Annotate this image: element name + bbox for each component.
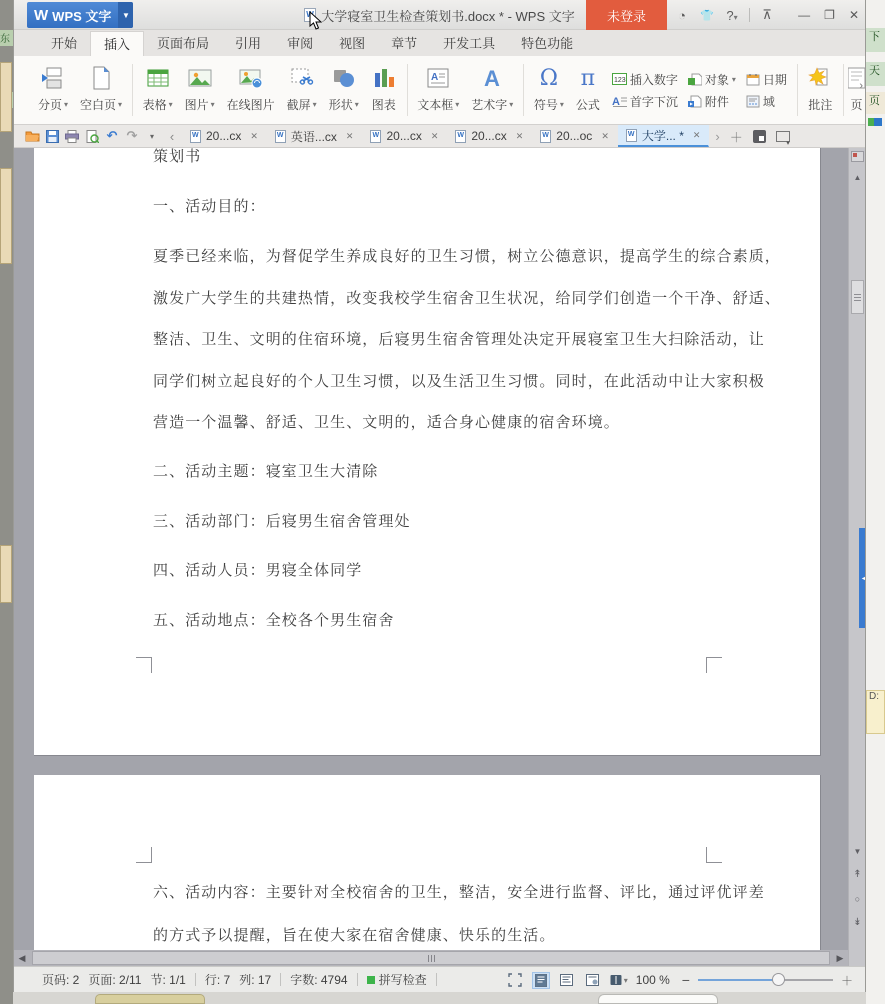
dropdown-arrow-icon (560, 100, 564, 109)
title-bar (14, 0, 865, 30)
tab-insert[interactable]: 插入 (90, 31, 144, 56)
chart-icon (371, 63, 397, 93)
minimize-button[interactable] (798, 8, 810, 22)
document-page-2[interactable] (34, 775, 821, 950)
tab-section[interactable]: 章节 (391, 36, 418, 51)
bg-panel-fragment (95, 994, 205, 1004)
object-icon (688, 73, 702, 86)
svg-text:A: A (431, 72, 439, 83)
chevron-down-icon[interactable] (118, 2, 133, 28)
margin-corner-mark (136, 847, 152, 863)
ribbon (14, 56, 865, 125)
mouse-cursor (309, 11, 322, 31)
window-title-text: 大学寝室卫生检查策划书.docx * - WPS 文字 (321, 8, 575, 24)
dropdown-arrow-icon (211, 100, 215, 109)
dropdown-arrow-icon (118, 100, 122, 109)
bg-icons-fragment (868, 118, 882, 126)
background-window-left (0, 0, 13, 1004)
group-divider (132, 64, 133, 116)
save-icon[interactable] (42, 127, 62, 145)
wps-doc-icon (626, 129, 637, 142)
background-window-right (866, 0, 885, 1004)
status-page-count: 页面: 2/11 (88, 973, 142, 987)
textbox-button[interactable]: A 文本框 ▾ (411, 56, 465, 124)
ribbon-tab-row (14, 30, 865, 56)
doc-tab[interactable]: W 英语...cx ✕ (267, 125, 363, 147)
date-button[interactable]: 日期 (746, 68, 787, 90)
close-icon[interactable] (693, 130, 701, 141)
shapes-icon (331, 63, 357, 93)
close-button[interactable] (849, 8, 859, 22)
scroll-tabs-left-icon[interactable] (162, 127, 182, 145)
background-window-bottom (13, 992, 866, 1004)
horizontal-scroll-thumb[interactable] (32, 951, 830, 965)
calendar-icon (746, 73, 760, 86)
object-button[interactable]: 对象 ▾ (688, 68, 736, 90)
doc-line: 一、活动目的： (153, 198, 266, 215)
dropdown-arrow-icon (64, 100, 68, 109)
undo-icon[interactable] (102, 127, 122, 145)
horizontal-scrollbar[interactable] (14, 950, 848, 966)
attachment-icon (688, 95, 702, 108)
next-page-icon[interactable] (849, 917, 865, 928)
status-line: 行: 7 (204, 973, 231, 987)
horizontal-scrollbar-row (14, 950, 865, 966)
wps-logo-icon: W (34, 6, 49, 24)
collapsed-task-pane-tab[interactable] (859, 528, 865, 628)
scrollbar-corner (848, 950, 865, 966)
spell-check-status[interactable]: 拼写检查 (367, 971, 427, 988)
new-tab-icon[interactable] (730, 127, 743, 146)
doc-tab[interactable]: W 20...cx ✕ (447, 125, 532, 147)
doc-line: 激发广大学生的共建热情，改变我校学生宿舍卫生状况，给同学们创造一个干净、舒适、 (153, 290, 781, 307)
online-picture-button[interactable]: 在线图片 (221, 56, 281, 124)
previous-page-icon[interactable] (849, 869, 865, 880)
svg-text:123: 123 (613, 77, 626, 84)
zoom-level-value: 100 % (635, 973, 670, 987)
wps-doc-icon (275, 130, 286, 143)
bg-text-fragment: D: (866, 690, 885, 734)
margin-corner-mark (706, 847, 722, 863)
drop-cap-button[interactable]: A 首字下沉 (611, 94, 678, 109)
wordart-button[interactable]: A 艺术字 ▾ (465, 56, 519, 124)
doc-line: 营造一个温馨、舒适、卫生、文明的，适合身心健康的宿舍环境。 (153, 414, 620, 431)
doc-line: 四、活动人员：男寝全体同学 (153, 562, 363, 579)
margin-corner-mark (706, 657, 722, 673)
web-view-icon[interactable] (584, 972, 602, 989)
print-preview-icon[interactable] (82, 127, 102, 145)
divider (436, 973, 437, 986)
open-file-icon[interactable] (22, 127, 42, 145)
tab-developer[interactable]: 开发工具 (443, 36, 496, 51)
doc-tab[interactable]: W 20...cx ✕ (182, 125, 267, 147)
dropdown-arrow-icon (624, 976, 628, 985)
collapse-ribbon-icon[interactable] (759, 7, 775, 23)
wps-doc-icon (190, 130, 201, 143)
doc-tab[interactable]: W 20...cx ✕ (362, 125, 447, 147)
wps-window (13, 0, 866, 992)
wps-doc-icon (370, 130, 381, 143)
divider (749, 8, 750, 22)
textbox-icon (425, 63, 451, 93)
login-button[interactable]: 未登录 (586, 0, 667, 30)
bg-panel-fragment (0, 168, 12, 264)
scroll-left-icon[interactable] (14, 950, 30, 966)
wps-doc-icon (455, 130, 466, 143)
group-divider (843, 64, 844, 116)
drop-cap-icon (612, 95, 627, 107)
doc-tab-active[interactable]: W 大学... * ✕ (618, 125, 710, 147)
maximize-button[interactable] (824, 8, 835, 22)
table-button[interactable]: 表格 ▾ (137, 56, 179, 124)
redo-icon[interactable] (122, 127, 142, 145)
blank-page-button[interactable]: 空白页 ▾ (74, 56, 128, 124)
omega-symbol-icon (540, 63, 558, 93)
bg-text-fragment: 页 (866, 92, 885, 114)
blank-page-icon (88, 63, 114, 93)
read-mode-icon[interactable] (610, 972, 628, 989)
doc-line: 夏季已经来临，为督促学生养成良好的卫生习惯，树立公德意识，提高学生的综合素质， (153, 248, 781, 265)
wps-menu-label: WPS 文字 (52, 8, 112, 24)
bg-text-fragment: 天 (866, 62, 885, 86)
tab-list-icon[interactable] (776, 131, 790, 142)
zoom-in-button[interactable] (841, 972, 853, 989)
zoom-slider-thumb[interactable] (772, 973, 785, 986)
zoom-out-button[interactable] (682, 972, 690, 988)
screenshot-icon (289, 63, 315, 93)
chevron-left-icon (862, 575, 865, 582)
scroll-down-icon[interactable] (849, 847, 865, 856)
chart-button[interactable]: 图表 (365, 56, 403, 124)
feedback-icon[interactable] (674, 8, 690, 23)
number-123-icon (612, 73, 627, 85)
doc-line: 三、活动部门：后寝男生宿舍管理处 (153, 513, 411, 530)
wps-menu-button[interactable] (27, 2, 133, 28)
status-bar (14, 966, 865, 992)
spell-check-green-icon (367, 976, 375, 984)
outline-view-icon[interactable] (558, 972, 576, 989)
close-icon[interactable] (516, 131, 524, 142)
tab-page-layout[interactable]: 页面布局 (157, 36, 210, 51)
close-icon[interactable] (250, 131, 258, 142)
status-page-number: 页码: 2 (42, 973, 80, 987)
tab-review[interactable]: 审阅 (287, 36, 314, 51)
tab-references[interactable]: 引用 (235, 36, 262, 51)
zoom-slider-fill (698, 979, 779, 981)
view-and-zoom-controls (506, 967, 853, 993)
pi-symbol-icon (581, 63, 595, 93)
wps-doc-icon (540, 130, 551, 143)
picture-icon (187, 63, 213, 93)
document-area[interactable] (14, 148, 865, 950)
field-icon (746, 95, 760, 108)
close-icon[interactable] (346, 131, 354, 142)
picture-button[interactable]: 图片 ▾ (179, 56, 221, 124)
margin-corner-mark (136, 657, 152, 673)
group-divider (797, 64, 798, 116)
tab-home[interactable]: 开始 (51, 36, 78, 51)
page-break-button[interactable]: 分页 ▾ (32, 56, 74, 124)
title-icon-cluster (674, 0, 775, 30)
header-footer-button-clipped[interactable]: 页 (848, 56, 865, 124)
doc-tab[interactable]: W 20...oc ✕ (532, 125, 618, 147)
dropdown-arrow-icon (355, 100, 359, 109)
recent-documents-icon[interactable] (753, 130, 766, 143)
window-controls (798, 0, 859, 30)
bg-text-fragment: 东 (0, 30, 13, 46)
page-view-icon[interactable] (532, 972, 550, 989)
attachment-button[interactable]: 附件 (688, 90, 736, 112)
online-picture-icon (238, 63, 264, 93)
group-divider (523, 64, 524, 116)
dropdown-arrow-icon (732, 75, 736, 84)
help-icon[interactable]: ? ▾ (724, 8, 740, 23)
status-column: 列: 17 (239, 973, 272, 987)
dropdown-arrow-icon (169, 100, 173, 109)
dropdown-arrow-icon (509, 100, 513, 109)
tab-view[interactable]: 视图 (339, 36, 366, 51)
doc-line: 整洁、卫生、文明的住宿环境，后寝男生宿舍管理处决定开展寝室卫生大扫除活动，让 (153, 331, 765, 348)
print-icon[interactable] (62, 127, 82, 145)
document-tab-bar (14, 125, 865, 148)
divider (195, 973, 196, 986)
fullscreen-view-icon[interactable] (506, 972, 524, 989)
bg-panel-fragment (0, 545, 12, 603)
status-section: 节: 1/1 (150, 973, 186, 987)
formula-button[interactable]: π 公式 (570, 56, 606, 124)
bg-panel-fragment (598, 994, 718, 1004)
tab-bar-right-controls (715, 127, 789, 146)
doc-line: 五、活动地点：全校各个男生宿舍 (153, 612, 395, 629)
bg-panel-fragment (0, 62, 12, 132)
zoom-slider[interactable] (698, 979, 833, 981)
comment-button[interactable]: 批注 (801, 56, 839, 124)
scroll-tabs-right-icon[interactable] (715, 129, 719, 144)
field-button[interactable]: 域 (746, 90, 787, 112)
page-break-icon (40, 63, 66, 93)
close-icon[interactable] (601, 131, 609, 142)
status-word-count[interactable]: 字数: 4794 (290, 973, 348, 987)
table-icon (145, 63, 171, 93)
screenshot-button[interactable]: 截屏 ▾ (281, 56, 323, 124)
tab-special-features[interactable]: 特色功能 (521, 36, 574, 51)
svg-text:A: A (611, 96, 620, 107)
quick-access-dropdown-icon[interactable] (142, 127, 162, 145)
select-browse-object-icon[interactable] (849, 894, 865, 904)
skin-icon[interactable] (699, 9, 715, 22)
small-button-group (606, 56, 793, 124)
scroll-up-icon[interactable] (849, 173, 865, 182)
doc-line: 六、活动内容：主要针对全校宿舍的卫生，整洁，安全进行监督、评比，通过评优评差 (153, 884, 765, 901)
wordart-icon (479, 63, 505, 93)
doc-line: 的方式予以提醒，旨在使大家在宿舍健康、快乐的生活。 (153, 927, 556, 944)
vertical-scroll-thumb[interactable] (851, 280, 864, 314)
side-panel-icon[interactable] (851, 151, 864, 162)
close-icon[interactable] (431, 131, 439, 142)
dropdown-arrow-icon (455, 100, 459, 109)
divider (280, 973, 281, 986)
bg-text-fragment: 下 (866, 28, 885, 52)
shapes-button[interactable]: 形状 ▾ (323, 56, 365, 124)
insert-number-button[interactable]: 123 插入数字 (613, 72, 678, 87)
group-divider (407, 64, 408, 116)
document-page-1[interactable] (34, 148, 821, 756)
doc-line: 策划书 (153, 148, 202, 165)
doc-line: 同学们树立起良好的个人卫生习惯，以及生活卫生习惯。同时，在此活动中让大家积极 (153, 373, 765, 390)
symbol-button[interactable]: Ω 符号 ▾ (528, 56, 570, 124)
comment-icon (807, 63, 833, 93)
doc-line: 二、活动主题：寝室卫生大清除 (153, 463, 379, 480)
svg-text:A: A (484, 66, 501, 91)
dropdown-arrow-icon (313, 100, 317, 109)
scroll-right-icon[interactable] (832, 950, 848, 966)
ribbon-overflow-chevron[interactable] (859, 80, 863, 92)
divider (357, 973, 358, 986)
